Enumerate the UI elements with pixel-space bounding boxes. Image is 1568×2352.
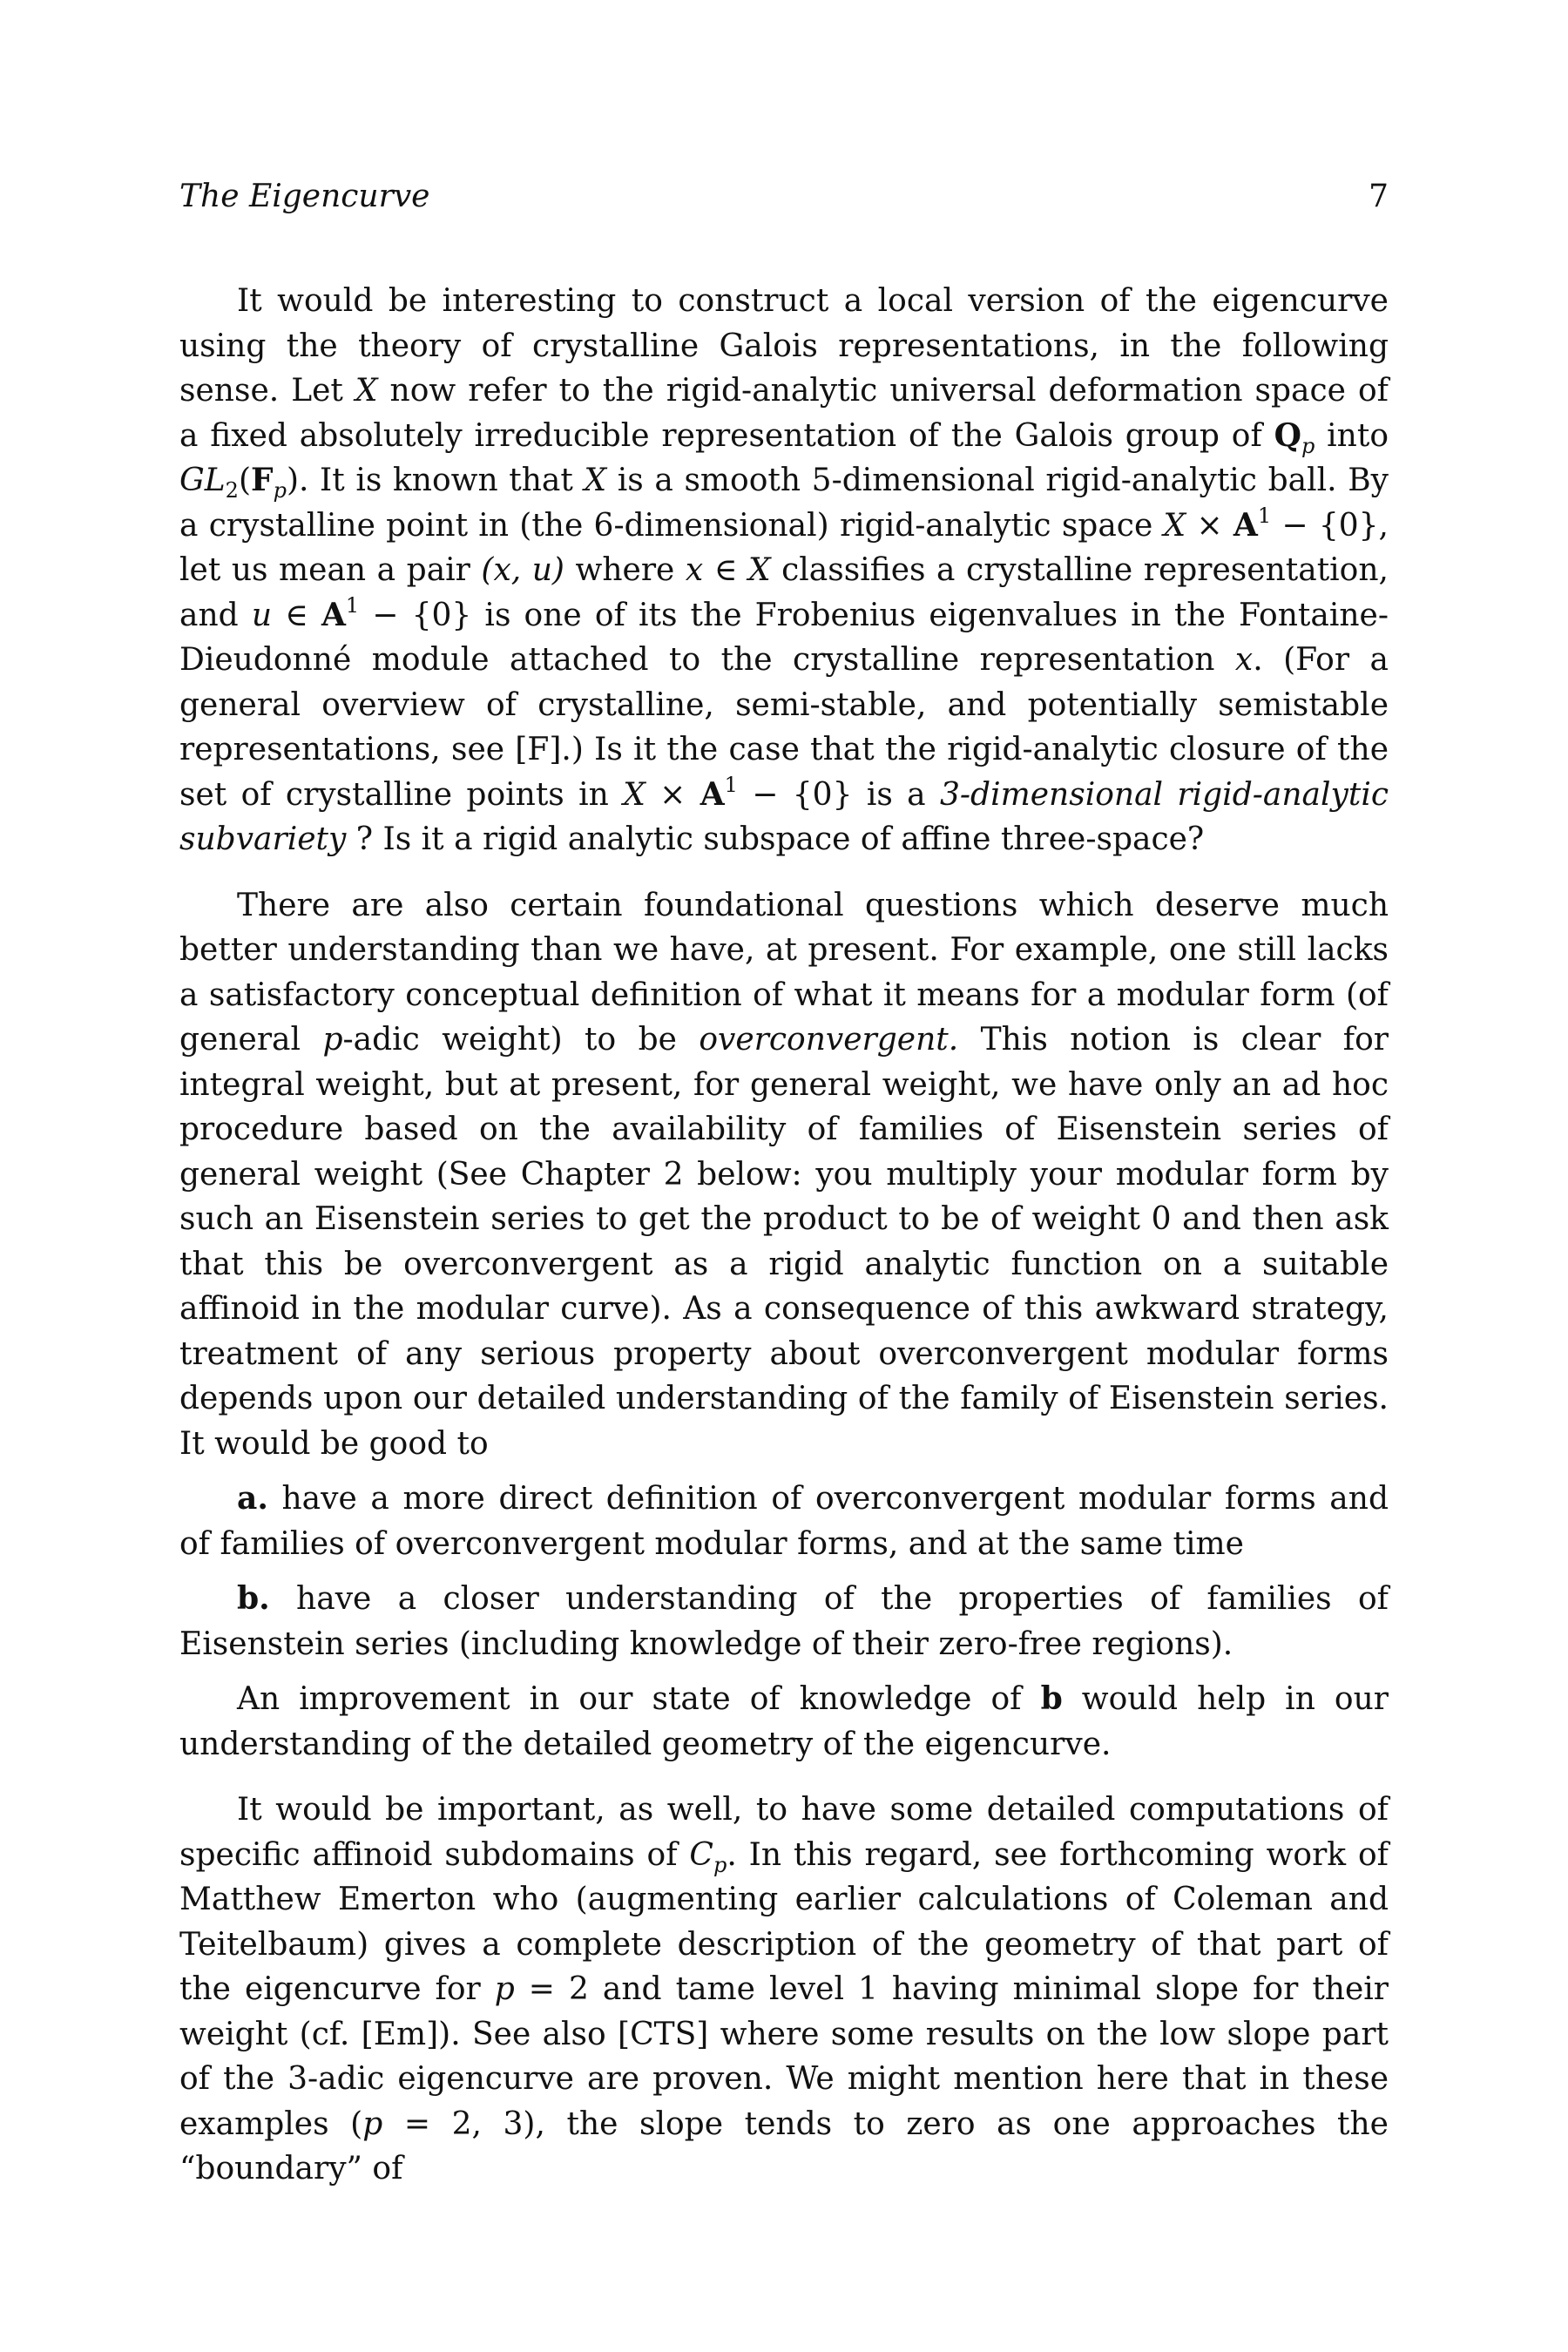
page-number: 7 [1369,179,1389,214]
body-text [179,279,1389,2192]
emphasis-overconvergent: overconvergent. [699,1022,959,1058]
running-title: The Eigencurve [179,179,430,214]
list-item-a: a. have a more direct definition of overconvergent modular forms and of families of overconvergent modular forms, and at the same time [179,1480,1389,1562]
list-item-b: b. have a closer understanding of the properties of families of Eisenstein series (including knowledge of their zero-free regions). [179,1580,1389,1662]
running-header [179,174,1389,220]
paragraph-computations: It would be important, as well, to have some detailed computations of specific affinoid subdomains of $C_p$. In this regard, see forthcoming work of Matthew Emerton who (augmenting earlier calculations of Coleman and Teitelbaum) gives a complete description of the geometry of that part of the eigencurve for p = 2 and tame level 1 having minimal slope for their weight (cf. [Em]). See also [CTS] where some results on the low slope part of the 3-adic eigencurve are proven. We might mention here that in these examples (p = 2, 3), the slope tends to zero as one approaches the “boundary” of [179,1792,1389,2186]
emphasis-subvariety: 3-dimensional rigid-analytic subvariety [179,776,1389,857]
paragraph-foundational: There are also certain foundational questions which deserve much better understanding than we have, at present. For example, one still lacks a satisfactory conceptual definition of what it means for a modular form (of general p-adic weight) to be overconvergent. This notion is clear for integral weight, but at present, for general weight, we have only an ad hoc procedure based on the availability of families of Eisenstein series of general weight (See Chapter 2 below: you multiply your modular form by such an Eisenstein series to get the product to be of weight 0 and then ask that this be overconvergent as a rigid analytic function on a suitable affinoid in the modular curve). As a consequence of this awkward strategy, treatment of any serious property about overconvergent modular forms depends upon our detailed understanding of the family of Eisenstein series. It would be good to [179,887,1389,1462]
paragraph-crystalline: It would be interesting to construct a local version of the eigencurve using the theory of crystalline Galois representations, in the following sense. Let X now refer to the rigid-analytic universal deformation space of a fixed absolutely irreducible representation of the Galois group of $Q_p$ into $GL_2(F_p)$. It is known that X is a smooth 5-dimensional rigid-analytic ball. By a crystalline point in (the 6-dimensional) rigid-analytic space $X \times A^1 - \{0\}$, let us mean a pair (x, u) where x ∈ X classifies a crystalline representation, and u ∈ $A^1 - \{0\}$ is one of its the Frobenius eigenvalues in the Fontaine-Dieudonné module attached to the crystalline representation x. (For a general overview of crystalline, semi-stable, and potentially semistable representations, see [F].) Is it the case that the rigid-analytic closure of the set of crystalline points in $X \times A^1 - \{0\}$ is a 3-dimensional rigid-analytic subvariety ? Is it a rigid analytic subspace of affine three-space? [179,283,1389,857]
paragraph-improvement: An improvement in our state of knowledge of b would help in our understanding of the detailed geometry of the eigencurve. [179,1680,1389,1762]
